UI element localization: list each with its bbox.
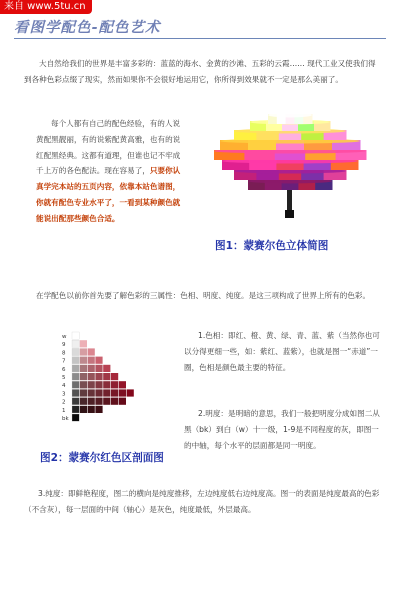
value-scale-label: 8 [62,350,66,357]
chroma-cell [80,357,87,364]
chroma-cell [119,389,126,396]
value-scale-label: 1 [62,407,66,414]
chroma-cell [103,381,110,388]
solid-layer-top [268,113,312,118]
intro-paragraph: 大自然给我们的世界是丰富多彩的：蓝蓝的海水、金黄的沙滩、五彩的云霞…… 现代工业又使我们得到各种色彩点缀了现实，然而如果你不会很好地运用它，你所得到效果就不一定是那么美丽了。 [24,59,376,84]
chroma-cell [127,389,134,396]
grey-axis-cell [72,414,79,421]
grey-axis-cell [72,332,79,339]
chroma-cell [80,373,87,380]
chroma-paragraph: 3.纯度：即鲜艳程度，图二的横向是纯度推移，左边纯度低右边纯度高。图一的表面是纯度最高的色彩（不含灰），每一层面的中间（轴心）是灰色，纯度最低，外层最高。 [24,489,380,514]
hue-paragraph: 1.色相：即红、橙、黄、绿、青、蓝、紫（当然你也可以分得更细一些，如：紫红、蓝紫），也就是图一“赤道”一圈，色相是颜色最主要的特征。 [184,331,380,372]
chroma-cell [119,381,126,388]
chroma-cell [111,389,118,396]
chroma-cell [88,365,95,372]
chroma-cell [95,381,102,388]
chroma-cell [80,389,87,396]
grey-axis-cell [72,398,79,405]
chroma-cell [95,373,102,380]
section1-highlight: 只要你认真学完本站的五页内容，依靠本站色谱图，你就有配色专业水平了，一看到某种颜色就能说出配那些颜色合适。 [36,166,181,223]
chroma-cell [88,381,95,388]
grey-axis-cell [72,373,79,380]
chroma-cell [80,381,87,388]
site-watermark: 来自 www.5tu.cn [0,0,92,14]
value-scale-label: 3 [62,391,66,398]
chroma-cell [103,373,110,380]
chroma-cell [88,348,95,355]
munsell-red-section-figure [60,330,130,430]
figure2-caption: 图2：蒙赛尔红色区剖面图 [40,452,164,464]
chroma-cell [80,406,87,413]
axis-base [285,210,294,218]
chroma-cell [80,398,87,405]
value-scale-label: w [62,334,67,340]
munsell-color-solid-figure [210,110,375,220]
chroma-cell [88,398,95,405]
grey-axis-cell [72,357,79,364]
chroma-cell [95,398,102,405]
header [14,14,386,39]
chroma-cell [95,406,102,413]
chroma-cell [95,365,102,372]
value-scale-label: 7 [62,358,66,365]
value-scale-label: 6 [62,366,66,373]
chroma-cell [111,398,118,405]
chroma-cell [80,365,87,372]
page-title: 看图学配色-配色艺术 [14,19,161,36]
value-scale-label: 5 [62,375,66,381]
chroma-cell [88,406,95,413]
chroma-cell [119,398,126,405]
chroma-cell [80,340,87,347]
section1-body: 每个人都有自己的配色经验，有的人说黄配黑靓丽，有的说紫配黄高雅，也有的说红配黑经典。这都有道理，但谁也记不牢成千上万的各色配法。现在容易了， [36,119,181,176]
section1-paragraph [36,116,186,227]
grey-axis-cell [72,340,79,347]
chroma-cell [111,373,118,380]
figure1-caption: 图1：蒙赛尔色立体简图 [215,240,329,252]
chroma-cell [88,373,95,380]
chroma-cell [103,365,110,372]
value-scale-label: 9 [62,342,66,349]
grey-axis-cell [72,365,79,372]
grey-axis-cell [72,389,79,396]
chroma-cell [111,381,118,388]
section2-intro: 在学配色以前你首先要了解色彩的三属性：色相、明度、纯度。是这三项构成了世界上所有的色彩。 [36,291,371,300]
grey-axis-cell [72,406,79,413]
chroma-cell [95,389,102,396]
chroma-cell [103,398,110,405]
value-scale-label: bk [62,416,69,422]
chroma-cell [88,389,95,396]
grey-axis-cell [72,348,79,355]
value-scale-label: 2 [62,399,66,406]
value-scale-label: 4 [62,383,66,390]
chroma-cell [80,348,87,355]
chroma-cell [95,357,102,364]
chroma-cell [88,357,95,364]
grey-axis-cell [72,381,79,388]
value-paragraph: 2.明度：是明暗的意思，我们一般把明度分成如图二从黑（bk）到白（w）十一级，1-9是不同程度的灰，即图一的中轴，每个水平的层面都是同一明度。 [184,409,380,450]
chroma-cell [103,389,110,396]
